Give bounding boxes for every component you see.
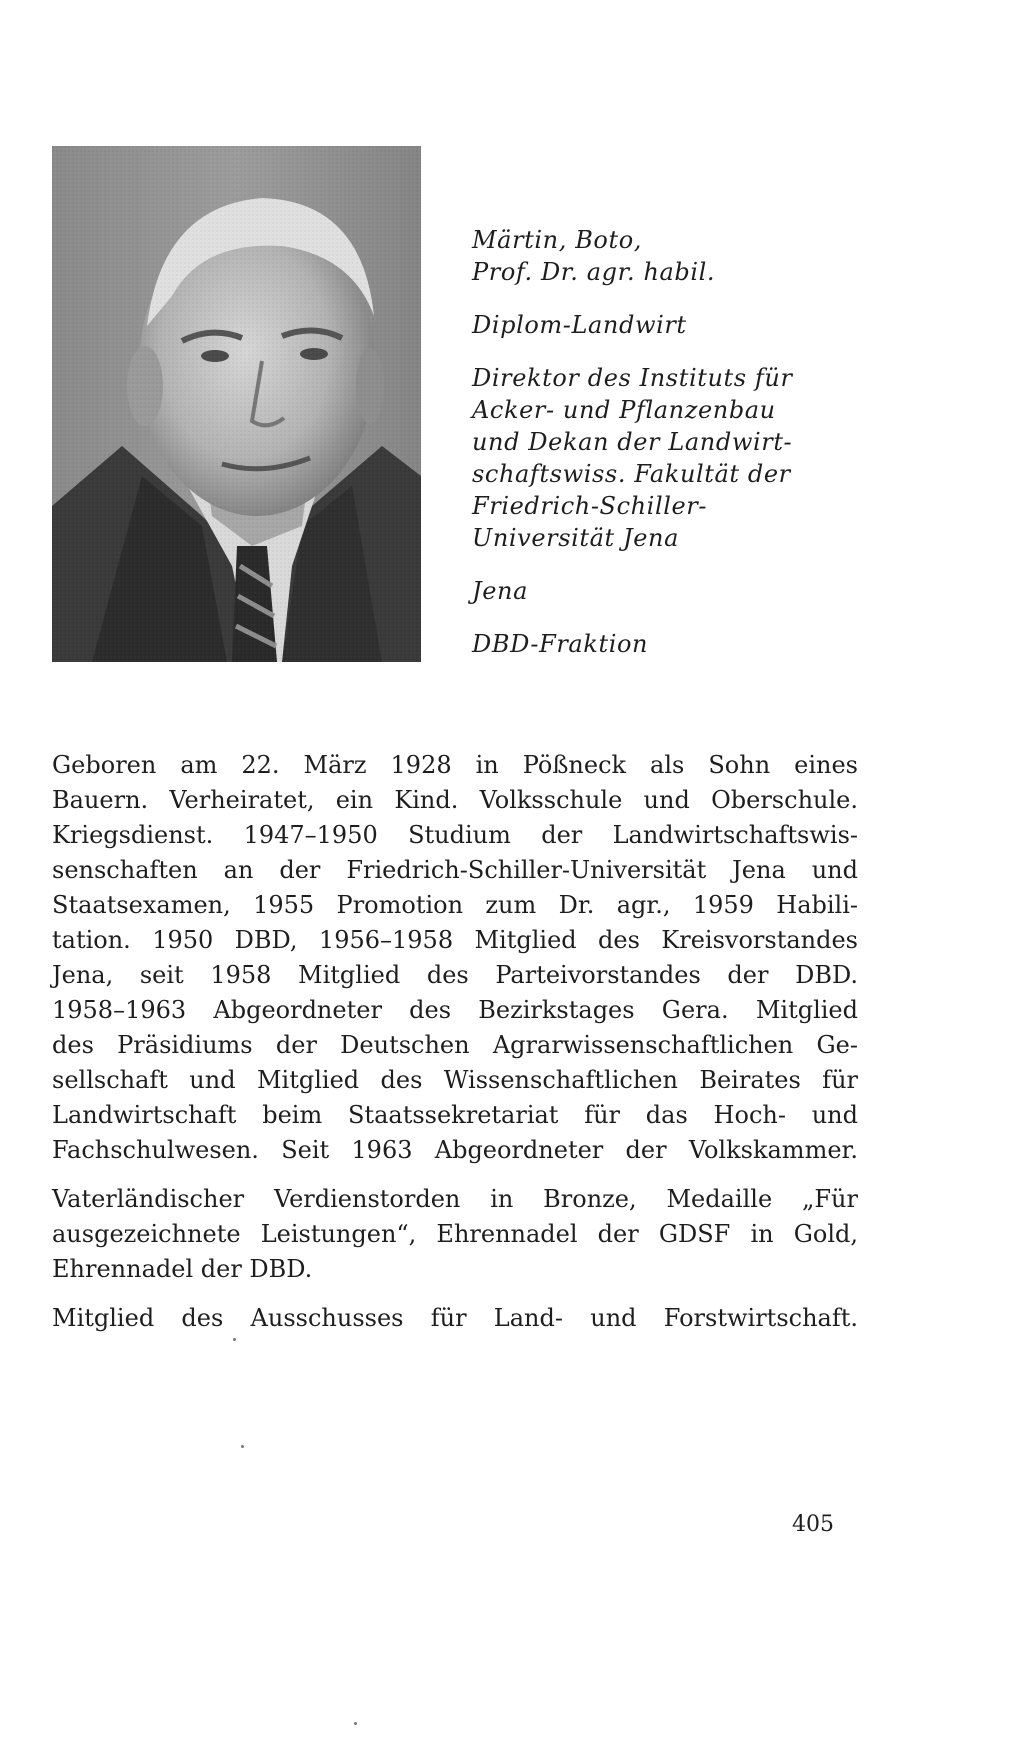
position-line: Acker- und Pflanzenbau <box>472 396 776 424</box>
position-line: Friedrich-Schiller- <box>472 492 708 520</box>
position-line: Universität Jena <box>472 524 680 552</box>
profession: Diplom-Landwirt <box>472 311 687 339</box>
scan-speck <box>233 1338 236 1341</box>
biography <box>52 748 858 1336</box>
bio-line: Landwirtschaft beim Staatssekretariat für das Hoch- und <box>52 1101 858 1129</box>
bio-line: 1958–1963 Abgeordneter des Bezirkstages Gera. Mitglied <box>52 996 858 1024</box>
biography-paragraph-career <box>52 748 858 1168</box>
position-line: Direktor des Instituts für <box>472 364 793 392</box>
page-number: 405 <box>792 1512 834 1537</box>
bio-line: Fachschulwesen. Seit 1963 Abgeordneter der Volkskammer. <box>52 1136 858 1164</box>
academic-title: Prof. Dr. agr. habil. <box>472 258 716 286</box>
portrait-illustration <box>52 146 421 662</box>
bio-line: Staatsexamen, 1955 Promotion zum Dr. agr., 1959 Habili- <box>52 891 858 919</box>
faction: DBD-Fraktion <box>472 630 649 658</box>
bio-line: Ehrennadel der DBD. <box>52 1255 313 1283</box>
bio-line: Geboren am 22. März 1928 in Pößneck als Sohn eines <box>52 751 858 779</box>
position-line: schaftswiss. Fakultät der <box>472 460 791 488</box>
biography-paragraph-committee <box>52 1301 858 1336</box>
bio-line: sellschaft und Mitglied des Wissenschaftlichen Beirates für <box>52 1066 858 1094</box>
portrait-photo <box>52 146 421 662</box>
biography-paragraph-awards <box>52 1182 858 1287</box>
bio-line: Bauern. Verheiratet, ein Kind. Volksschule und Oberschule. <box>52 786 858 814</box>
bio-line: Kriegsdienst. 1947–1950 Studium der Landwirtschaftswis- <box>52 821 858 849</box>
bio-line: senschaften an der Friedrich-Schiller-Universität Jena und <box>52 856 858 884</box>
bio-line: Mitglied des Ausschusses für Land- und Forstwirtschaft. <box>52 1304 858 1332</box>
person-name: Märtin, Boto, <box>472 226 642 254</box>
scan-speck <box>241 1445 244 1448</box>
bio-line: ausgezeichnete Leistungen“, Ehrennadel der GDSF in Gold, <box>52 1220 858 1248</box>
residence: Jena <box>472 577 528 605</box>
position-line: und Dekan der Landwirt- <box>472 428 793 456</box>
bio-line: Jena, seit 1958 Mitglied des Parteivorstandes der DBD. <box>52 961 858 989</box>
scan-speck <box>354 1722 357 1725</box>
bio-line: Vaterländischer Verdienstorden in Bronze, Medaille „Für <box>52 1185 858 1213</box>
bio-line: des Präsidiums der Deutschen Agrarwissenschaftlichen Ge- <box>52 1031 858 1059</box>
bio-line: tation. 1950 DBD, 1956–1958 Mitglied des Kreisvorstandes <box>52 926 858 954</box>
identity-block <box>472 224 872 660</box>
